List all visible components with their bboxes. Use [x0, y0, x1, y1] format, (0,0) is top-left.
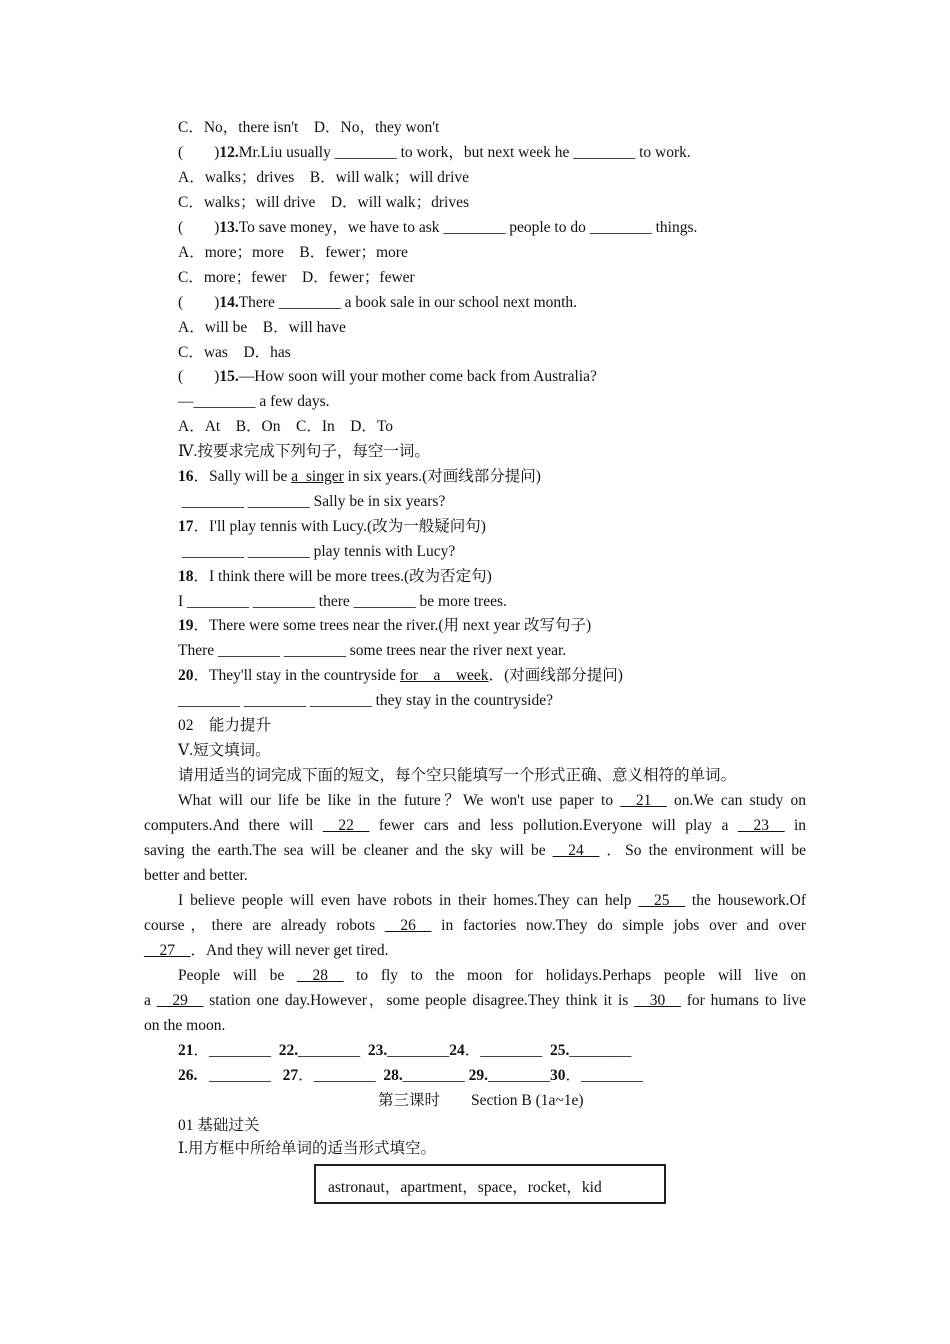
- question-text: ．Sally will be: [193, 468, 292, 485]
- part-02-heading: 02 能力提升: [178, 717, 272, 734]
- passage-line: I believe people will even have robots in their homes.They can help __25__ the housework.Of: [178, 892, 807, 909]
- passage-line: computers.And there will __22__ fewer cars and less pollution.Everyone will play a __23__ in: [144, 817, 807, 834]
- question-text: ．I think there will be more trees.(改为否定句): [193, 568, 492, 585]
- question-text: Mr.Liu usually ________ to work，but next week he ________ to work.: [238, 144, 691, 161]
- section-5-title: Ⅴ.短文填词。: [178, 742, 271, 759]
- answer-paren: ( ): [178, 219, 220, 236]
- section-1-title: Ⅰ.用方框中所给单词的适当形式填空。: [178, 1140, 436, 1157]
- question-20: [178, 665, 623, 687]
- blank-22: __22__: [322, 817, 370, 834]
- question-text: —How soon will your mother come back from Australia?: [238, 368, 597, 385]
- passage-line: saving the earth.The sea will be cleaner and the sky will be __24__ ．So the environment will be: [144, 842, 807, 859]
- q11-options-cd: C．No，there isn't D．No，they won't: [178, 119, 440, 136]
- question-14: [178, 292, 577, 314]
- question-12: [178, 142, 691, 164]
- q12-options-ab: A．walks；drives B．will walk；will drive: [178, 169, 470, 186]
- question-text: ．I'll play tennis with Lucy.(改为一般疑问句): [193, 518, 486, 535]
- word-box-text: astronaut，apartment，space，rocket，kid: [328, 1179, 602, 1196]
- blank-26: __26__: [384, 917, 432, 934]
- answer-paren: ( ): [178, 368, 220, 385]
- blank-30: __30__: [634, 992, 681, 1009]
- question-text: To save money，we have to ask ________ people to do ________ things.: [238, 219, 698, 236]
- question-text: ．They'll stay in the countryside: [193, 667, 400, 684]
- question-15: [178, 366, 597, 388]
- question-instruction: ．(对画线部分提问): [488, 667, 623, 684]
- lesson-title: 第三课时 Section B (1a~1e): [378, 1092, 584, 1109]
- passage-line: a __29__ station one day.However，some people disagree.They think it is __30__ for humans to live: [144, 992, 807, 1009]
- underlined-part: a singer: [291, 468, 344, 485]
- q13-options-cd: C．more；fewer D．fewer；fewer: [178, 269, 415, 286]
- q15-options: A．At B．On C．In D．To: [178, 418, 394, 435]
- blank-27: __27__: [144, 942, 191, 959]
- q14-options-ab: A．will be B．will have: [178, 319, 346, 336]
- question-number: 15.: [219, 368, 239, 385]
- passage-line: What will our life be like in the future？We won't use paper to __21__ on.We can study on: [178, 792, 806, 809]
- answer-paren: ( ): [178, 144, 220, 161]
- question-number: 14.: [219, 294, 239, 311]
- blank-21: __21__: [620, 792, 667, 809]
- blank-29: __29__: [156, 992, 204, 1009]
- question-number: 19: [178, 617, 194, 634]
- q18-answer-line: I ________ ________ there ________ be more trees.: [178, 593, 507, 610]
- question-text: There ________ a book sale in our school next month.: [238, 294, 578, 311]
- question-number: 20: [178, 667, 194, 684]
- question-16: [178, 466, 541, 488]
- question-number: 17: [178, 518, 194, 535]
- question-19: [178, 615, 591, 637]
- passage-line: on the moon.: [144, 1017, 226, 1034]
- question-13: [178, 217, 697, 239]
- q15-reply: —________ a few days.: [178, 393, 330, 410]
- q14-options-cd: C．was D．has: [178, 344, 291, 361]
- blank-25: __25__: [638, 892, 685, 909]
- passage-line: __27__．And they will never get tired.: [144, 942, 389, 959]
- question-18: [178, 566, 492, 588]
- answer-paren: ( ): [178, 294, 220, 311]
- q16-answer-line: ________ ________ Sally be in six years?: [178, 493, 446, 510]
- blank-23: __23__: [737, 817, 785, 834]
- q20-answer-line: ________ ________ ________ they stay in the countryside?: [178, 692, 553, 709]
- underlined-part: for a week: [399, 667, 489, 684]
- q12-options-cd: C．walks；will drive D．will walk；drives: [178, 194, 470, 211]
- word-box: [314, 1164, 666, 1204]
- passage-line: People will be __28__ to fly to the moon for holidays.Perhaps people will live on: [178, 967, 807, 984]
- section-4-title: Ⅳ.按要求完成下列句子，每空一词。: [178, 443, 430, 460]
- part-01-heading: 01 基础过关: [178, 1117, 260, 1134]
- answer-row-1: 21．________ 22.________ 23.________24．________ 25.________: [178, 1042, 632, 1059]
- question-number: 13.: [219, 219, 239, 236]
- question-number: 12.: [219, 144, 239, 161]
- question-17: [178, 516, 486, 538]
- answer-row-2: 26. ________ 27．________ 28.________ 29.________30．________: [178, 1067, 644, 1084]
- question-number: 18: [178, 568, 194, 585]
- question-number: 16: [178, 468, 194, 485]
- q13-options-ab: A．more；more B．fewer；more: [178, 244, 408, 261]
- blank-28: __28__: [296, 967, 344, 984]
- q17-answer-line: ________ ________ play tennis with Lucy?: [178, 543, 456, 560]
- passage-line: better and better.: [144, 867, 248, 884]
- question-text: ．There were some trees near the river.(用 next year 改写句子): [193, 617, 592, 634]
- section-5-instruction: 请用适当的词完成下面的短文，每个空只能填写一个形式正确、意义相符的单词。: [178, 767, 737, 784]
- passage-line: course，there are already robots __26__ in factories now.They do simple jobs over and over: [144, 917, 807, 934]
- question-instruction: in six years.(对画线部分提问): [343, 468, 541, 485]
- blank-24: __24__: [552, 842, 600, 859]
- q19-answer-line: There ________ ________ some trees near the river next year.: [178, 642, 567, 659]
